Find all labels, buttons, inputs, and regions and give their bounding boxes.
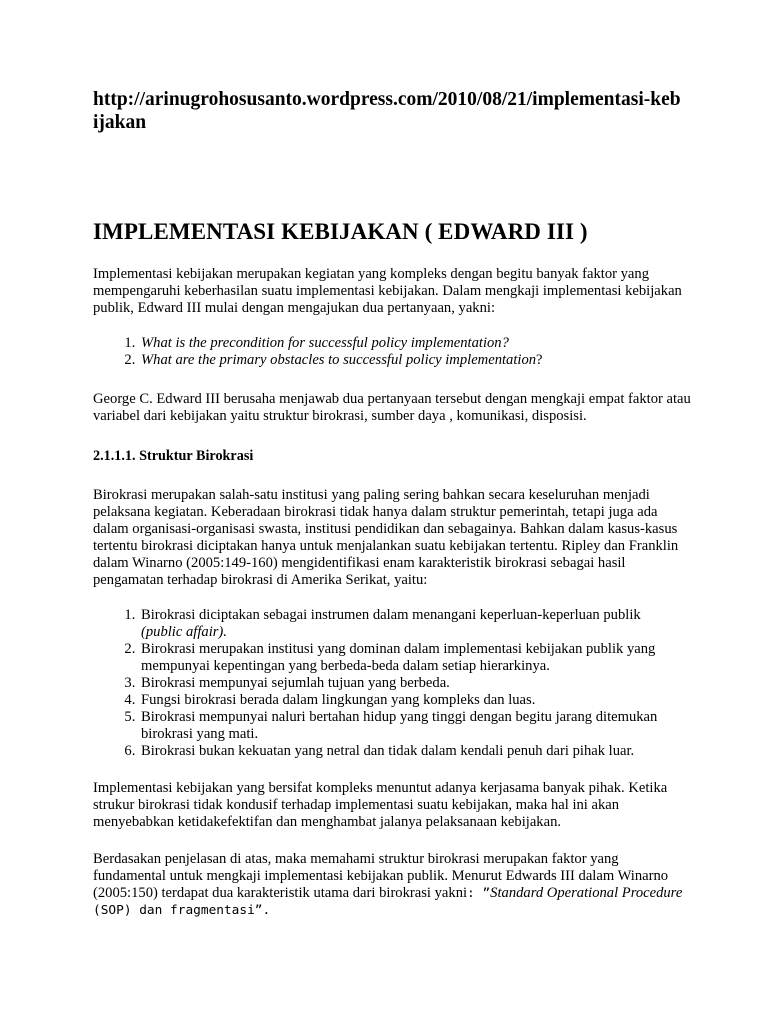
list-item: 6. Birokrasi bukan kekuatan yang netral dan tidak dalam kendali penuh dari pihak luar. bbox=[139, 743, 693, 760]
kompleks-paragraph: Implementasi kebijakan yang bersifat kompleks menuntut adanya kerjasama banyak pihak. Ketika strukur birokrasi tidak kondusif terhadap implementasi suatu kebijakan, maka hal ini akan menyebabkan ketidakefektifan dan menghambat jalanya pelaksanaan kebijakan. bbox=[93, 780, 668, 830]
document-title: IMPLEMENTASI KEBIJAKAN ( EDWARD III ) bbox=[93, 219, 588, 244]
list-item: 3. Birokrasi mempunyai sejumlah tujuan yang berbeda. bbox=[139, 675, 693, 692]
conclusion-colon: : ” bbox=[467, 886, 491, 901]
list-item: 5. Birokrasi mempunyai naluri bertahan hidup yang tinggi dengan begitu jarang ditemukan birokrasi yang mati. bbox=[139, 709, 693, 743]
intro-paragraph: Implementasi kebijakan merupakan kegiatan yang kompleks dengan begitu banyak faktor yang mempengaruhi keberhasilan suatu implementasi kebijakan. Dalam mengkaji implementasi kebijakan publik, Edward III mulai dengan mengajukan dua pertanyaan, yakni: bbox=[93, 266, 682, 316]
question-text: What are the primary obstacles to successful policy implementation bbox=[141, 352, 537, 368]
list-item bbox=[139, 335, 693, 352]
conclusion-italic: Standard Operational Procedure bbox=[490, 885, 683, 901]
section-heading: 2.1.1.1. Struktur Birokrasi bbox=[93, 448, 254, 464]
question-text: What is the precondition for successful policy implementation? bbox=[141, 335, 509, 351]
source-url[interactable]: http://arinugrohosusanto.wordpress.com/2010/08/21/implementasi-kebijakan bbox=[93, 89, 681, 133]
factors-paragraph: George C. Edward III berusaha menjawab dua pertanyaan tersebut dengan mengkaji empat faktor atau variabel dari kebijakan yaitu struktur birokrasi, sumber daya , komunikasi, disposisi. bbox=[93, 391, 691, 424]
list-item bbox=[139, 607, 693, 641]
list-item bbox=[139, 352, 693, 369]
characteristic-text: Birokrasi diciptakan sebagai instrumen dalam menangani keperluan-keperluan publik bbox=[141, 607, 641, 623]
conclusion-text: Berdasakan penjelasan di atas, maka memahami struktur birokrasi merupakan faktor yang fundamental untuk mengkaji implementasi kebijakan publik. Menurut Edwards III dalam Winarno (2005:150) terdapat dua karakteristik utama dari birokrasi yakni bbox=[93, 851, 669, 901]
questions-list bbox=[93, 335, 693, 369]
conclusion-tail: (SOP) dan fragmentasi”. bbox=[93, 903, 271, 918]
conclusion-paragraph bbox=[93, 851, 693, 919]
characteristic-italic: (public affair). bbox=[141, 624, 227, 640]
list-item: 2. Birokrasi merupakan institusi yang dominan dalam implementasi kebijakan publik yang mempunyai kepentingan yang berbeda-beda dalam setiap hierarkinya. bbox=[139, 641, 693, 675]
birokrasi-paragraph: Birokrasi merupakan salah-satu institusi yang paling sering bahkan secara keseluruhan menjadi pelaksana kegiatan. Keberadaan birokrasi tidak hanya dalam struktur pemerintah, tetapi juga ada dalam organisasi-organisasi swasta, institusi pendidikan dan sebagainya. Bahkan dalam kasus-kasus tertentu birokrasi diciptakan hanya untuk menjalankan suatu kebijakan tertentu. Ripley dan Franklin dalam Winarno (2005:149-160) mengidentifikasi enam karakteristik birokrasi sebagai hasil pengamatan terhadap birokrasi di Amerika Serikat, yaitu: bbox=[93, 487, 679, 588]
list-item: 4. Fungsi birokrasi berada dalam lingkungan yang kompleks dan luas. bbox=[139, 692, 693, 709]
characteristics-list bbox=[93, 607, 693, 760]
document-page bbox=[93, 88, 693, 919]
question-tail: ? bbox=[536, 352, 543, 368]
